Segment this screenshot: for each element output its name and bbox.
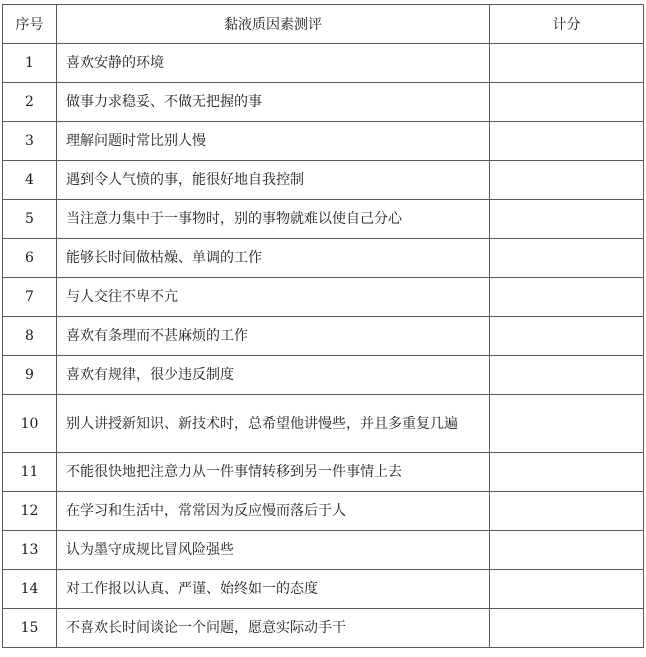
table-row (3, 453, 644, 492)
row-number: 9 (3, 356, 57, 395)
row-number: 13 (3, 531, 57, 570)
table-row (3, 492, 644, 531)
score-cell[interactable] (490, 161, 644, 200)
row-number: 11 (3, 453, 57, 492)
row-number: 10 (3, 395, 57, 453)
score-cell[interactable] (490, 122, 644, 161)
row-item-text: 喜欢安静的环境 (57, 44, 490, 83)
row-item-text: 喜欢有条理而不甚麻烦的工作 (57, 317, 490, 356)
header-index: 序号 (3, 5, 57, 44)
row-number: 14 (3, 570, 57, 609)
row-item-text: 理解问题时常比别人慢 (57, 122, 490, 161)
score-cell[interactable] (490, 492, 644, 531)
table-row (3, 122, 644, 161)
row-item-text: 能够长时间做枯燥、单调的工作 (57, 239, 490, 278)
score-cell[interactable] (490, 317, 644, 356)
table-row (3, 317, 644, 356)
table-row (3, 356, 644, 395)
table-row (3, 395, 644, 453)
row-number: 3 (3, 122, 57, 161)
header-score: 计分 (490, 5, 644, 44)
row-number: 4 (3, 161, 57, 200)
table-row (3, 278, 644, 317)
table-row (3, 161, 644, 200)
row-item-text: 在学习和生活中，常常因为反应慢而落后于人 (57, 492, 490, 531)
row-item-text: 喜欢有规律，很少违反制度 (57, 356, 490, 395)
row-item-text: 认为墨守成规比冒风险强些 (57, 531, 490, 570)
row-item-text: 遇到令人气愤的事，能很好地自我控制 (57, 161, 490, 200)
score-cell[interactable] (490, 609, 644, 648)
score-cell[interactable] (490, 356, 644, 395)
temperament-assessment-table (2, 4, 644, 648)
row-number: 15 (3, 609, 57, 648)
row-number: 5 (3, 200, 57, 239)
row-item-text: 当注意力集中于一事物时，别的事物就难以使自己分心 (57, 200, 490, 239)
table-row (3, 200, 644, 239)
row-number: 2 (3, 83, 57, 122)
row-item-text: 对工作报以认真、严谨、始终如一的态度 (57, 570, 490, 609)
score-cell[interactable] (490, 44, 644, 83)
score-cell[interactable] (490, 83, 644, 122)
row-item-text: 别人讲授新知识、新技术时，总希望他讲慢些，并且多重复几遍 (57, 395, 490, 453)
score-cell[interactable] (490, 531, 644, 570)
score-cell[interactable] (490, 570, 644, 609)
row-number: 8 (3, 317, 57, 356)
score-cell[interactable] (490, 278, 644, 317)
table-row (3, 44, 644, 83)
row-item-text: 做事力求稳妥、不做无把握的事 (57, 83, 490, 122)
table-row (3, 609, 644, 648)
row-number: 7 (3, 278, 57, 317)
score-cell[interactable] (490, 395, 644, 453)
row-number: 6 (3, 239, 57, 278)
table-row (3, 570, 644, 609)
score-cell[interactable] (490, 239, 644, 278)
score-cell[interactable] (490, 200, 644, 239)
table-row (3, 531, 644, 570)
row-number: 1 (3, 44, 57, 83)
row-item-text: 与人交往不卑不亢 (57, 278, 490, 317)
header-row (3, 5, 644, 44)
header-item: 黏液质因素测评 (57, 5, 490, 44)
row-item-text: 不能很快地把注意力从一件事情转移到另一件事情上去 (57, 453, 490, 492)
row-item-text: 不喜欢长时间谈论一个问题，愿意实际动手干 (57, 609, 490, 648)
row-number: 12 (3, 492, 57, 531)
score-cell[interactable] (490, 453, 644, 492)
table-row (3, 83, 644, 122)
table-row (3, 239, 644, 278)
